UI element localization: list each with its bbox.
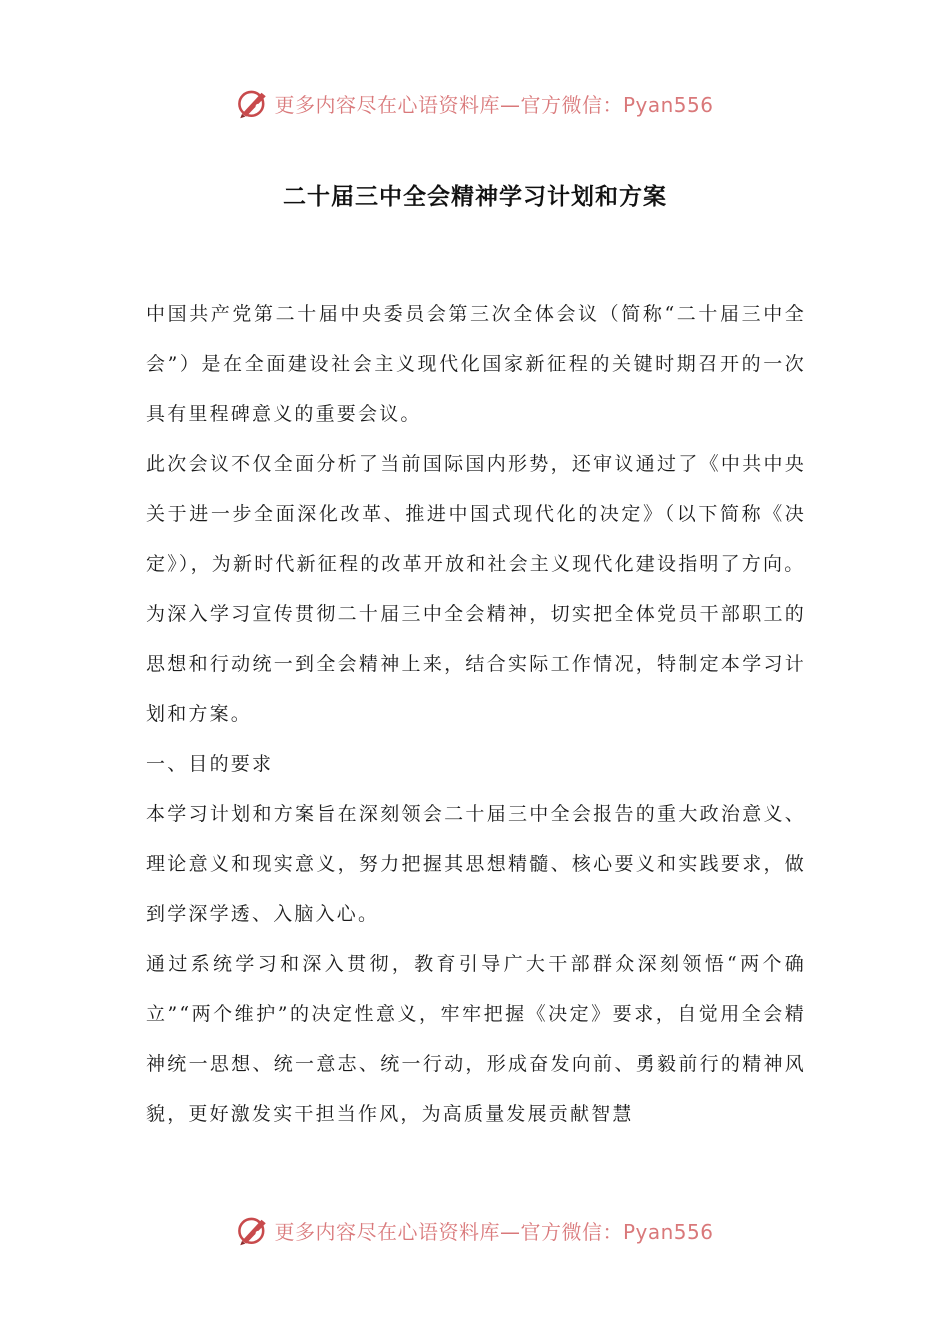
- paragraph-goals: 本学习计划和方案旨在深刻领会二十届三中全会报告的重大政治意义、理论意义和现实意义，努力把握其思想精髓、核心要义和实践要求，做到学深学透、入脑入心。: [146, 803, 806, 925]
- paragraph-education: 通过系统学习和深入贯彻，教育引导广大干部群众深刻领悟“两个确立”“两个维护”的决定性意义，牢牢把握《决定》要求，自觉用全会精神统一思想、统一意志、统一行动，形成奋发向前、勇毅前行的精神风貌，更好激发实干担当作风，为高质量发展贡献智慧: [146, 953, 806, 1125]
- watermark-text: 更多内容尽在心语资料库—官方微信：Pyan556: [274, 92, 714, 117]
- pen-logo-icon: [236, 1213, 270, 1247]
- paragraph-meeting: 此次会议不仅全面分析了当前国际国内形势，还审议通过了《中共中央关于进一步全面深化改革、推进中国式现代化的决定》（以下简称《决定》），为新时代新征程的改革开放和社会主义现代化建设指明了方向。: [146, 453, 806, 575]
- pen-logo-icon: [236, 86, 270, 120]
- header-watermark-banner: [0, 81, 950, 125]
- document-title: 二十届三中全会精神学习计划和方案: [283, 184, 667, 210]
- paragraph-intro: 中国共产党第二十届中央委员会第三次全体会议（简称“二十届三中全会”）是在全面建设社会主义现代化国家新征程的关键时期召开的一次具有里程碑意义的重要会议。: [146, 303, 806, 425]
- section-heading-goals: 一、目的要求: [146, 753, 274, 775]
- document-body: [146, 289, 806, 1139]
- watermark-text: 更多内容尽在心语资料库—官方微信：Pyan556: [274, 1219, 714, 1244]
- footer-watermark-banner: [0, 1208, 950, 1252]
- paragraph-purpose: 为深入学习宣传贯彻二十届三中全会精神，切实把全体党员干部职工的思想和行动统一到全会精神上来，结合实际工作情况，特制定本学习计划和方案。: [146, 603, 806, 725]
